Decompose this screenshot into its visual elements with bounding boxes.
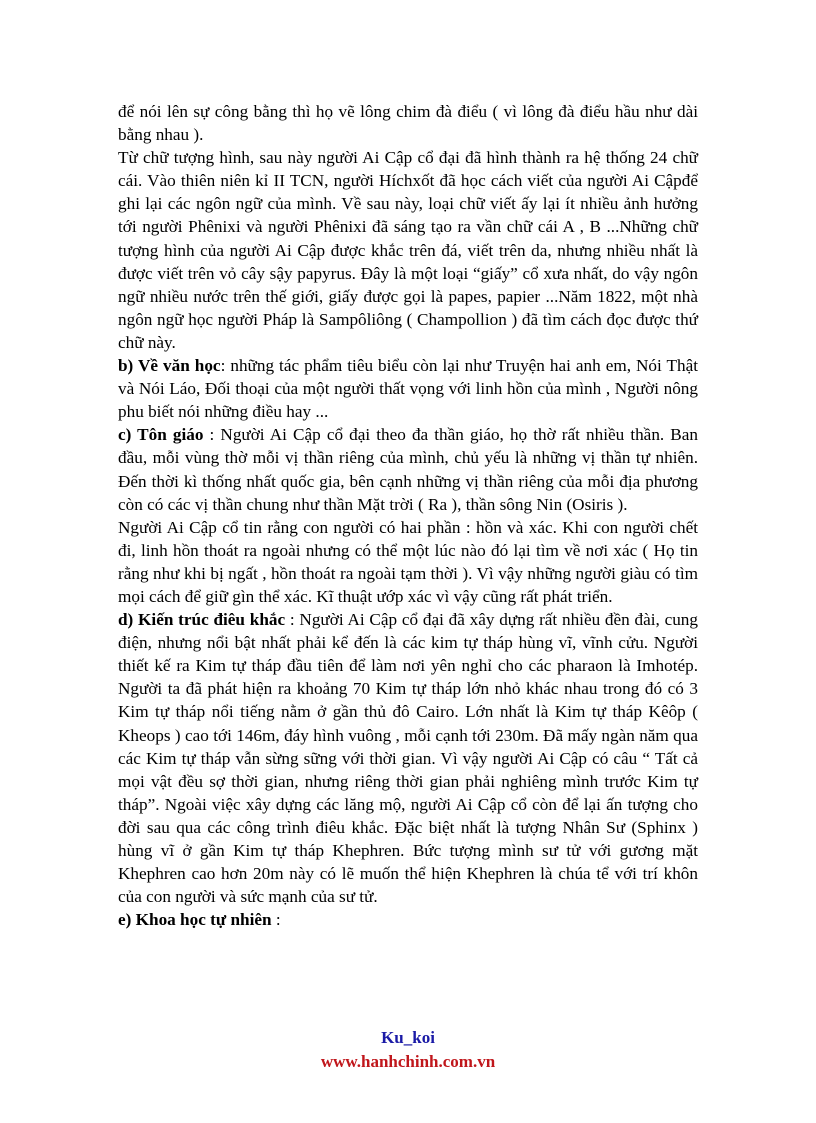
section-heading: c) Tôn giáo bbox=[118, 425, 204, 445]
section-heading: e) Khoa học tự nhiên bbox=[118, 910, 272, 930]
section-architecture bbox=[118, 608, 698, 908]
paragraph-text: : bbox=[271, 910, 281, 930]
paragraph-text: : những tác phẩm tiêu biểu còn lại như Truyện hai anh em, Nói Thật và Nói Láo, Đối thoại của một người thất vọng với linh hồn của mình , Người nông phu biết nói những điều hay ... bbox=[118, 356, 698, 422]
paragraph-text: : Người Ai Cập cổ đại theo đa thần giáo, họ thờ rất nhiều thần. Ban đầu, mỗi vùng thờ mỗi vị thần riêng của mình, chủ yếu là những vị thần tự nhiên. Đến thời kì thống nhất quốc gia, bên cạnh những vị thần riêng của mỗi địa phương còn có các vị thần chung như thần Mặt trời ( Ra ), thần sông Nin (Osiris ). bbox=[118, 425, 698, 514]
section-religion bbox=[118, 423, 698, 515]
paragraph-text: Người Ai Cập cổ tin rằng con người có hai phần : hồn và xác. Khi con người chết đi, linh hồn thoát ra ngoài nhưng có thể một lúc nào đó lại tìm về nơi xác ( Họ tin rằng như khi bị ngất , hồn thoát ra ngoài tạm thời ). Vì vậy những người giàu có tìm mọi cách để giữ gìn thể xác. Kĩ thuật ướp xác vì vậy cũng rất phát triển. bbox=[118, 517, 698, 606]
section-literature bbox=[118, 354, 698, 423]
paragraph-writing-system bbox=[118, 146, 698, 354]
paragraph-intro-end bbox=[118, 100, 698, 146]
section-heading: b) Về văn học bbox=[118, 356, 221, 376]
footer-author: Ku_koi bbox=[381, 1028, 435, 1047]
section-heading: d) Kiến trúc điêu khắc bbox=[118, 610, 286, 630]
section-natural-science bbox=[118, 908, 698, 931]
document-body bbox=[118, 100, 698, 931]
paragraph-text: Từ chữ tượng hình, sau này người Ai Cập cổ đại đã hình thành ra hệ thống 24 chữ cái. Vào thiên niên kỉ II TCN, người Híchxốt đã học cách viết của người Ai Cậpđể ghi lại các ngôn ngữ của mình. Về sau này, loại chữ viết ấy lại ít nhiều ảnh hưởng tới người Phênixi và người Phênixi đã sáng tạo ra vần chữ cái A , B ...Những chữ tượng hình của người Ai Cập được khắc trên đá, viết trên da, nhưng nhiều nhất là được viết trên vỏ cây sậy papyrus. Đây là một loại “giấy” cổ xưa nhất, do vậy ngôn ngữ nhiều nước trên thế giới, giấy được gọi là papes, papier ...Năm 1822, một nhà ngôn ngữ học người Pháp là Sampôliông ( Champollion ) đã tìm cách đọc được thứ chữ này. bbox=[118, 148, 698, 352]
paragraph-text: : Người Ai Cập cổ đại đã xây dựng rất nhiều đền đài, cung điện, nhưng nổi bật nhất phải kể đến là các kim tự tháp hùng vĩ, vĩnh cửu. Người thiết kế ra Kim tự tháp đầu tiên để làm nơi yên nghỉ cho các pharaon là Imhotép. Người ta đã phát hiện ra khoảng 70 Kim tự tháp lớn nhỏ khác nhau trong đó có 3 Kim tự tháp nổi tiếng nằm ở gần thủ đô Cairo. Lớn nhất là Kim tự tháp Kêôp ( Kheops ) cao tới 146m, đáy hình vuông , mỗi cạnh tới 230m. Đã mấy ngàn năm qua các Kim tự tháp vẫn sừng sững với thời gian. Vì vậy người Ai Cập có câu “ Tất cả mọi vật đều sợ thời gian, nhưng riêng thời gian phải nghiêng mình trước Kim tự tháp”. Ngoài việc xây dựng các lăng mộ, người Ai Cập cổ còn để lại ấn tượng cho đời sau qua các công trình điêu khắc. Đặc biệt nhất là tượng Nhân Sư (Sphinx ) hùng vĩ ở gần Kim tự tháp Khephren. Bức tượng mình sư tử với gương mặt Khephren cao hơn 20m này có lẽ muốn thể hiện Khephren là chúa tể với trí khôn của con người và sức mạnh của sư tử. bbox=[118, 610, 698, 907]
paragraph-afterlife bbox=[118, 516, 698, 608]
paragraph-text: để nói lên sự công bằng thì họ vẽ lông chim đà điểu ( vì lông đà điểu hầu như dài bằng nhau ). bbox=[118, 102, 698, 145]
footer-website-link[interactable]: www.hanhchinh.com.vn bbox=[320, 1052, 496, 1071]
